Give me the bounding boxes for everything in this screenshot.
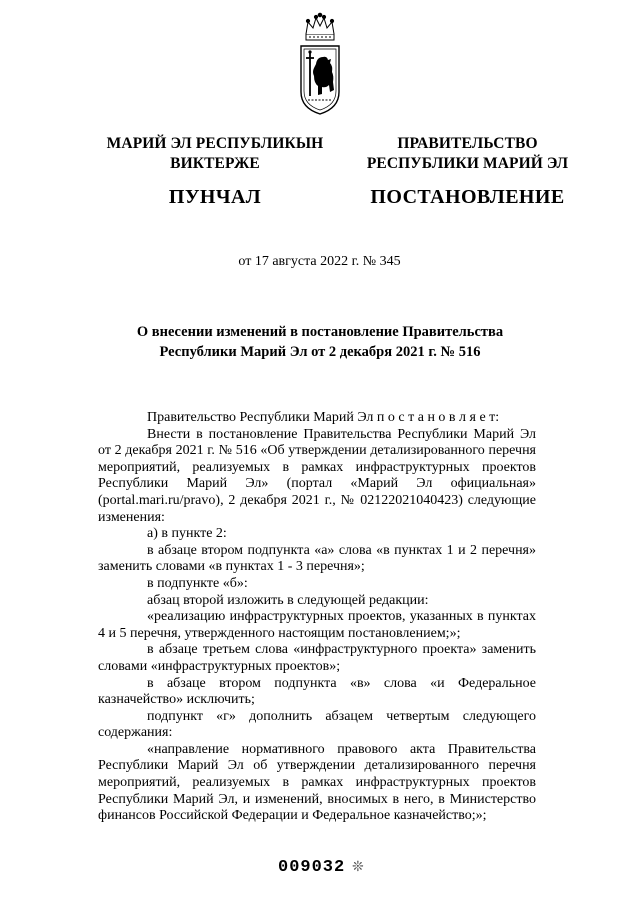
header-russian-doc-type: ПОСТАНОВЛЕНИЕ (370, 186, 565, 208)
body-paragraph-resolves: Правительство Республики Марий Эл п о с т а н о в л я е т: (147, 410, 500, 425)
body-paragraph-point-a: а) в пункте 2: (147, 526, 227, 542)
header-russian-line2: РЕСПУБЛИКИ МАРИЙ ЭЛ (366, 155, 569, 172)
body-paragraph-amend-intro: Внести в постановление Правительства Республики Марий Эл от 2 декабря 2021 г. № 516 «Об утверждении детализированного перечня мероприятий, реализуемых в рамках инфраструктурных проектов Республики Марий Эл» (портал «Марий Эл официальная» (portal.mari.ru/pravo), 2 декабря 2021 г., № 02122021040423) следующие изменения: (98, 426, 536, 525)
form-serial-number: 009032 (278, 858, 346, 877)
date-month-year: августа 2022 г. № (272, 254, 377, 269)
body-paragraph-subpoint-a: в абзаце втором подпункта «а» слова «в пунктах 1 и 2 перечня» заменить словами «в пунктах 1 - 3 перечня»; (98, 542, 536, 575)
header-russian-line1: ПРАВИТЕЛЬСТВО (397, 135, 538, 152)
coat-of-arms-emblem (296, 10, 344, 116)
date-day: 17 (254, 254, 269, 269)
document-title (100, 322, 540, 362)
decorative-star-icon: ❊ (352, 860, 364, 875)
header-mari-doc-type: ПУНЧАЛ (168, 186, 262, 208)
date-number-line (0, 254, 639, 270)
header-mari-line2: ВИКТЕРЖЕ (170, 155, 260, 172)
date-prefix: от (238, 254, 252, 269)
body-paragraph-subpoint-v: в абзаце втором подпункта «в» слова «и Федеральное казначейство» исключить; (98, 675, 536, 708)
document-body (98, 410, 536, 825)
body-paragraph-second-abzac: абзац второй изложить в следующей редакции: (147, 592, 429, 608)
title-line1: О внесении изменений в постановление Правительства (136, 324, 504, 340)
body-paragraph-subpoint-g: подпункт «г» дополнить абзацем четвертым следующего содержания: (98, 708, 536, 741)
document-number: 345 (379, 254, 401, 269)
header-mari-block (90, 134, 340, 209)
title-line2: Республики Марий Эл от 2 декабря 2021 г. № 516 (159, 344, 481, 360)
body-paragraph-subpoint-b: в подпункте «б»: (147, 575, 248, 591)
body-paragraph-direction: «направление нормативного правового акта Правительства Республики Марий Эл об утверждении детализированного перечня мероприятий, реализуемых в рамках инфраструктурных проектов Республики Марий Эл, и изменений, вносимых в него, в Министерство финансов Российской Федерации и Федеральное казначейство;»; (98, 741, 536, 824)
body-paragraph-new-wording: «реализацию инфраструктурных проектов, указанных в пунктах 4 и 5 перечня, утвержденного настоящим постановлением;»; (98, 609, 536, 641)
header-mari-line1: МАРИЙ ЭЛ РЕСПУБЛИКЫН (106, 135, 324, 152)
header-russian-block (345, 134, 590, 209)
body-paragraph-third-abzac: в абзаце третьем слова «инфраструктурного проекта» заменить словами «инфраструктурных проектов»; (98, 642, 536, 674)
